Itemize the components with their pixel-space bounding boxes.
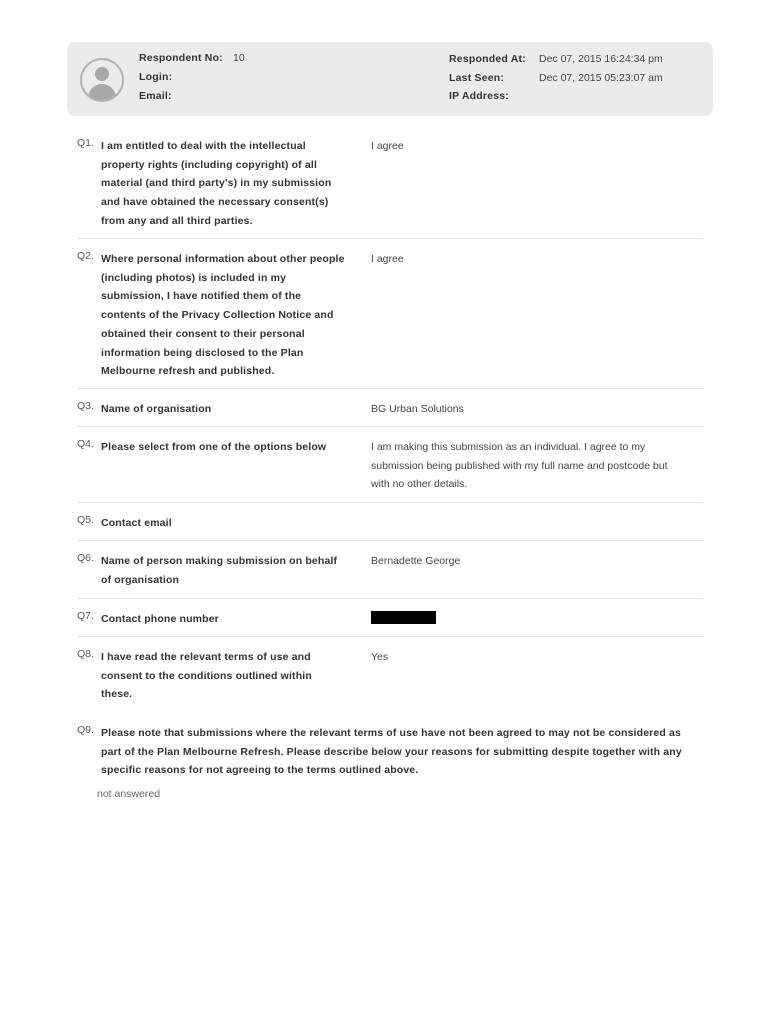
question-number: Q6. [77,552,94,564]
redacted-phone-block [371,611,436,624]
question-text: Name of organisation [101,403,212,415]
question-number: Q8. [77,648,94,660]
divider [77,502,703,503]
avatar-icon [80,58,124,102]
divider [77,426,703,427]
question-number: Q3. [77,400,94,412]
question-number: Q5. [77,514,94,526]
last-seen-label: Last Seen: [449,72,505,84]
question-text: Please note that submissions where the relevant terms of use have not been agreed to may not be considered as part of the Plan Melbourne Refresh. Please describe below your reasons for submitting despite together with any specific reasons for not agreeing to the terms outlined above. [101,727,682,777]
question-text: Contact phone number [101,613,219,625]
answer-text: BG Urban Solutions [371,403,464,415]
answer-not-answered: not answered [97,788,161,800]
question-number: Q1. [77,137,94,149]
question-number: Q4. [77,438,94,450]
question-text: Name of person making submission on behalf of organisation [101,555,338,586]
answer-text: Bernadette George [371,555,461,567]
responded-at-value: Dec 07, 2015 16:24:34 pm [539,53,663,65]
question-text: Contact email [101,517,172,529]
respondent-no-label: Respondent No: [139,52,223,64]
responded-at-label: Responded At: [449,53,526,65]
ip-address-label: IP Address: [449,90,509,102]
answer-text: I agree [371,140,404,152]
question-text: Where personal information about other people (including photos) is included in my submission, I have notified them of the contents of the Privacy Collection Notice and obtained their consent to their personal information being disclosed to the Plan Melbourne refresh and published. [101,253,345,378]
divider [77,388,703,389]
question-text: Please select from one of the options below [101,441,327,453]
answer-text: Yes [371,651,389,663]
login-label: Login: [139,71,173,83]
email-label: Email: [139,90,172,102]
divider [77,540,703,541]
question-text: I am entitled to deal with the intellectual property rights (including copyright) of all material (and third party's) in my submission and have obtained the necessary consent(s) from any and all third parties. [101,140,332,227]
question-number: Q7. [77,610,94,622]
divider [77,598,703,599]
last-seen-value: Dec 07, 2015 05:23:07 am [539,72,663,84]
respondent-no-value: 10 [233,52,245,64]
question-number: Q9. [77,724,94,736]
answer-text: I am making this submission as an individual. I agree to my submission being published with my full name and postcode but with no other details. [371,441,668,491]
question-number: Q2. [77,250,94,262]
question-text: I have read the relevant terms of use and consent to the conditions outlined within these. [101,651,312,701]
divider [77,238,703,239]
answer-text: I agree [371,253,404,265]
divider [77,636,703,637]
